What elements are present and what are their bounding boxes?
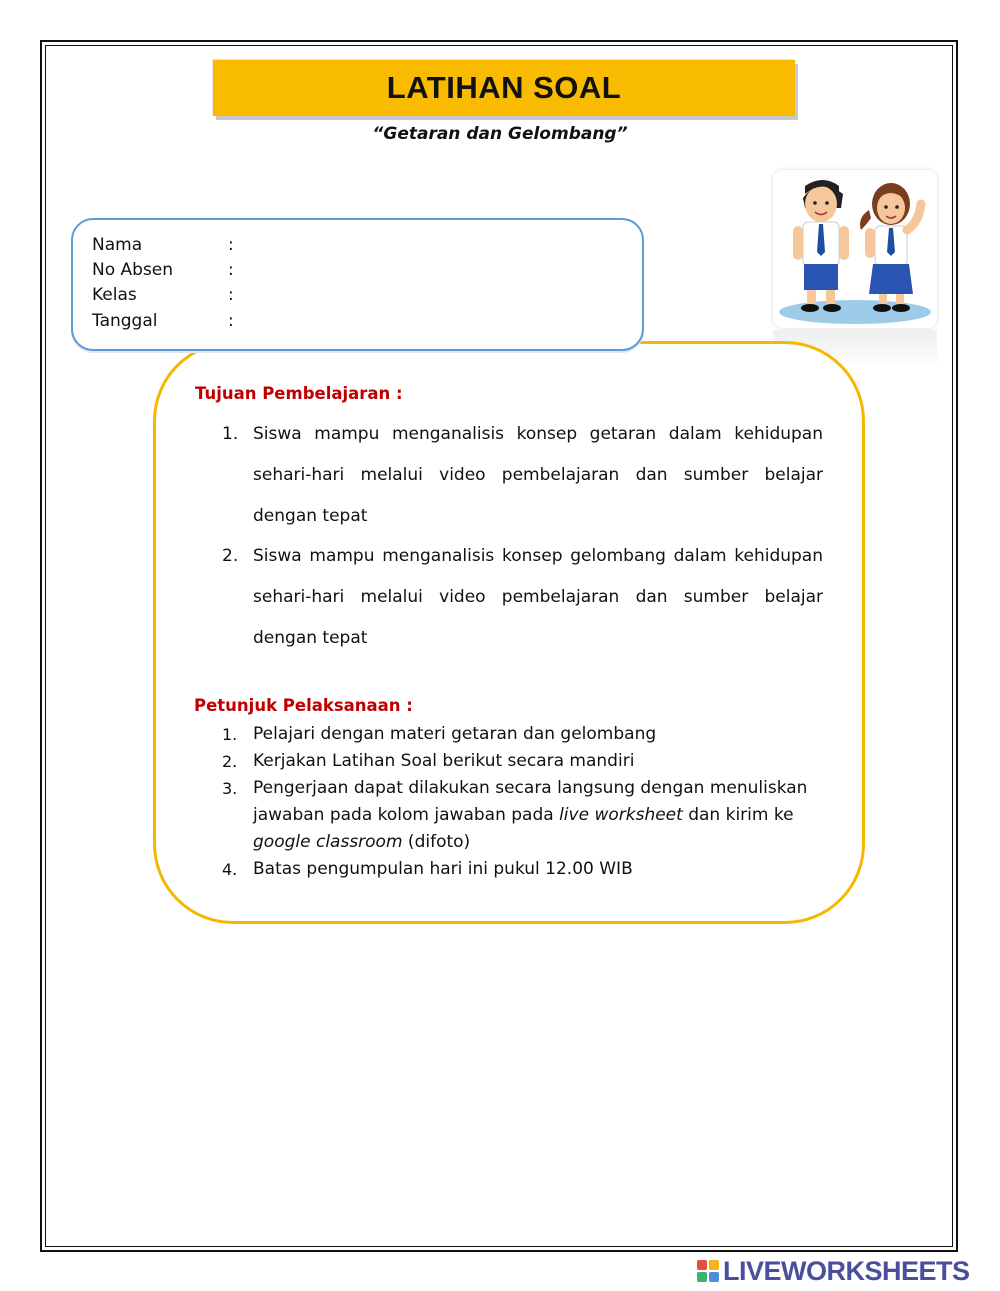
logo-square — [697, 1272, 707, 1282]
instruction-number: 3. — [222, 779, 238, 798]
title-banner — [213, 60, 795, 116]
instruction-text: Pelajari dengan materi getaran dan gelombang — [253, 724, 657, 744]
field-label: Tanggal — [92, 311, 158, 331]
logo-text: LIVEWORKSHEETS — [723, 1255, 970, 1286]
instruction-item — [222, 721, 842, 748]
objective-text: Siswa mampu menganalisis konsep getaran dalam kehidupan sehari-hari melalui video pembelajaran dan sumber belajar dengan tepat — [253, 424, 823, 526]
field-separator: : — [228, 235, 234, 255]
instruction-text-part: dan kirim ke — [682, 805, 794, 825]
objective-text: Siswa mampu menganalisis konsep gelombang dalam kehidupan sehari-hari melalui video pembelajaran dan sumber belajar dengan tepat — [253, 546, 823, 648]
instruction-emphasis: google classroom — [253, 832, 403, 852]
instruction-item — [222, 775, 822, 856]
objective-item — [222, 536, 823, 659]
logo-square — [709, 1272, 719, 1282]
field-label: No Absen — [92, 260, 174, 280]
logo-square — [709, 1260, 719, 1270]
student-identity-box — [71, 218, 644, 351]
field-separator: : — [228, 285, 234, 305]
logo-square — [697, 1260, 707, 1270]
instruction-number: 4. — [222, 860, 238, 879]
instruction-number: 1. — [222, 725, 238, 744]
page-subtitle: “Getaran dan Gelombang” — [372, 124, 628, 144]
instruction-number: 2. — [222, 752, 238, 771]
field-nama[interactable] — [92, 235, 234, 255]
instruction-text-part: (difoto) — [402, 832, 471, 852]
liveworksheets-logo[interactable] — [697, 1255, 970, 1287]
instructions-title: Petunjuk Pelaksanaan : — [194, 696, 413, 715]
page-title: LATIHAN SOAL — [386, 70, 622, 105]
instruction-text-part: Pengerjaan dapat dilakukan secara langsung dengan menuliskan jawaban pada kolom jawaban pada — [253, 778, 808, 825]
objective-number: 2. — [222, 546, 239, 566]
field-kelas[interactable] — [92, 285, 234, 305]
objectives-title: Tujuan Pembelajaran : — [195, 384, 403, 403]
liveworksheets-icon — [697, 1260, 719, 1282]
objective-item — [222, 414, 823, 537]
field-separator: : — [228, 311, 234, 331]
field-separator: : — [228, 260, 234, 280]
field-no-absen[interactable] — [92, 260, 234, 280]
instruction-emphasis: live worksheet — [559, 805, 683, 825]
field-tanggal[interactable] — [92, 311, 234, 331]
instruction-item — [222, 748, 842, 775]
students-illustration — [773, 170, 937, 328]
field-label: Kelas — [92, 285, 137, 305]
instruction-text — [253, 775, 822, 856]
field-label: Nama — [92, 235, 143, 255]
objective-number: 1. — [222, 424, 239, 444]
instruction-text: Batas pengumpulan hari ini pukul 12.00 WIB — [253, 859, 633, 879]
instruction-item — [222, 856, 842, 883]
instruction-text: Kerjakan Latihan Soal berikut secara mandiri — [253, 751, 635, 771]
